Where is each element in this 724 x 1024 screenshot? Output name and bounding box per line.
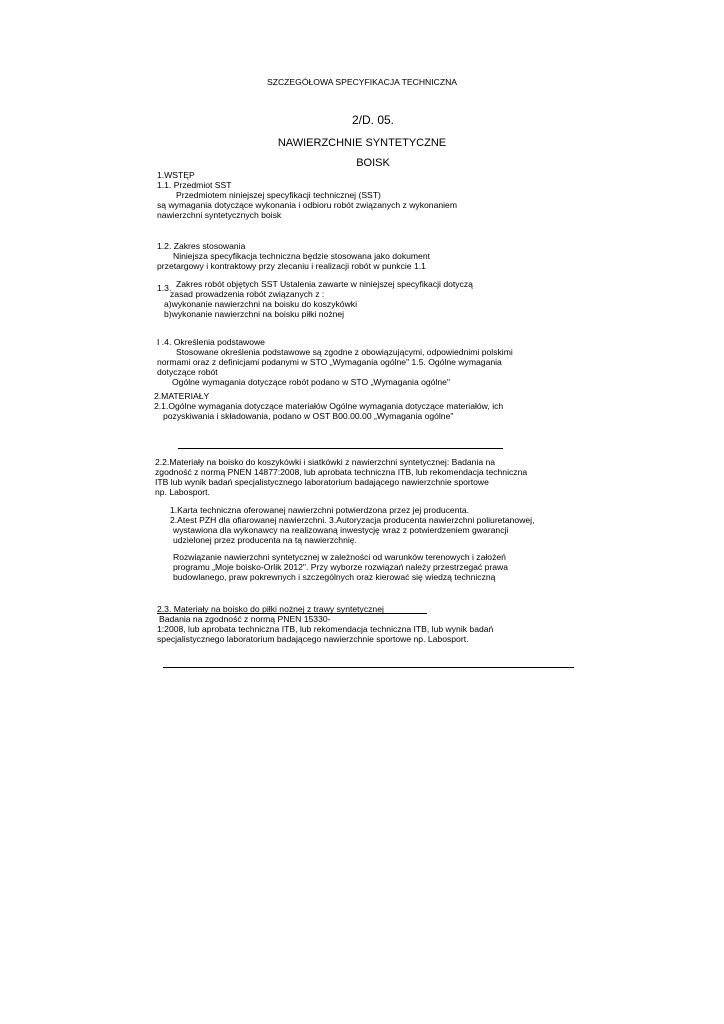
document-title: NAWIERZCHNIE SYNTETYCZNE (277, 137, 447, 149)
paragraph-line: Badania na zgodność z normą PNEN 15330- (159, 614, 331, 624)
list-item: b)wykonanie nawierzchni na boisku piłki nożnej (164, 309, 345, 319)
section-heading-materials: 2.MATERIAŁY (154, 391, 210, 401)
paragraph-line: dotyczące robót (157, 367, 218, 377)
document-subtitle: BOISK (356, 157, 390, 169)
paragraph-line: np. Labosport. (155, 487, 210, 497)
list-item: 2.Atest PZH dla ofiarowanej nawierzchni. 3.Autoryzacja producenta nawierzchni poliuretanowej, (170, 515, 535, 525)
paragraph-line: programu „Moje boisko-Orlik 2012". Przy wyborze rozwiązań należy przestrzegać prawa (173, 562, 508, 572)
paragraph-line: nawierzchni syntetycznych boisk (157, 210, 282, 220)
paragraph-line: Rozwiązanie nawierzchni syntetycznej w zależności od warunków terenowych i założeń (173, 552, 506, 562)
paragraph-line: normami oraz z definicjami podanymi w STO „Wymagania ogólne" 1.5. Ogólne wymagania (157, 357, 502, 367)
horizontal-rule (178, 448, 503, 449)
subsection-heading: 1.2. Zakres stosowania (157, 241, 246, 251)
subsection-heading: I .4. Określenia podstawowe (157, 337, 265, 347)
paragraph-line: Przedmiotem niniejszej specyfikacji technicznej (SST) (176, 190, 381, 200)
paragraph-line: 2.2.Materiały na boisko do koszykówki i siatkówki z nawierzchni syntetycznej: Badania na (155, 457, 496, 467)
paragraph-line: Niniejsza specyfikacja techniczna będzie stosowana jako dokument (173, 251, 430, 261)
list-item: a)wykonanie nawierzchni na boisku do koszykówki (164, 299, 357, 309)
paragraph-line: pozyskiwania i składowania, podano w OST B00.00.00 „Wymagania ogólne" (163, 411, 454, 421)
document-code: 2/D. 05. (351, 113, 395, 127)
list-item: udzielonej przez producenta na tą nawierzchnię. (173, 535, 357, 545)
subsection-number: 1.3. (157, 283, 172, 293)
paragraph-line: Zakres robót objętych SST Ustalenia zawarte w niniejszej specyfikacji dotyczą (176, 279, 473, 289)
subsection-heading: 2.3. Materiały na boisko do piłki nożnej z trawy syntetycznej (157, 604, 384, 614)
paragraph-line: ITB lub wynik badań specjalistycznego laboratorium badającego nawierzchnie sportowe (155, 477, 489, 487)
paragraph-line: zgodność z normą PNEN 14877:2008, lub aprobata techniczna ITB, lub rekomendacja techniczna (155, 467, 528, 477)
paragraph-line: Ogólne wymagania dotyczące robót podano w STO „Wymagania ogólne" (172, 377, 450, 387)
spec-title: SZCZEGÓŁOWA SPECYFIKACJA TECHNICZNA (266, 77, 458, 87)
list-item: wystawiona dla wykonawcy na realizowaną inwestycję wraz z potwierdzeniem gwarancji (173, 525, 509, 535)
paragraph-line: budowlanego, praw pokrewnych i szczególnych oraz kierować się wiedzą techniczną (173, 572, 496, 582)
paragraph-line: są wymagania dotyczące wykonania i odbioru robót związanych z wykonaniem (157, 200, 457, 210)
paragraph-line: 2.1.Ogólne wymagania dotyczące materiałów Ogólne wymagania dotyczące materiałów, ich (154, 401, 504, 411)
paragraph-line: zasad prowadzenia robót związanych z : (170, 289, 325, 299)
section-heading-intro: 1.WSTĘP (157, 170, 195, 180)
paragraph-line: 1:2008, lub aprobata techniczna ITB, lub rekomendacja techniczna ITB, lub wynik badań (157, 624, 494, 634)
list-item: 1.Karta techniczna oferowanej nawierzchni potwierdzona przez jej producenta. (170, 505, 470, 515)
paragraph-line: specjalistycznego laboratorium badającego nawierzchnie sportowe np. Labosport. (157, 634, 469, 644)
subsection-heading: 1.1. Przedmiot SST (157, 180, 232, 190)
horizontal-rule (163, 667, 574, 668)
paragraph-line: przetargowy i kontraktowy przy zlecaniu i realizacji robót w punkcie 1.1 (157, 261, 426, 271)
paragraph-line: Stosowane określenia podstawowe są zgodne z obowiązującymi, odpowiednimi polskimi (176, 347, 513, 357)
